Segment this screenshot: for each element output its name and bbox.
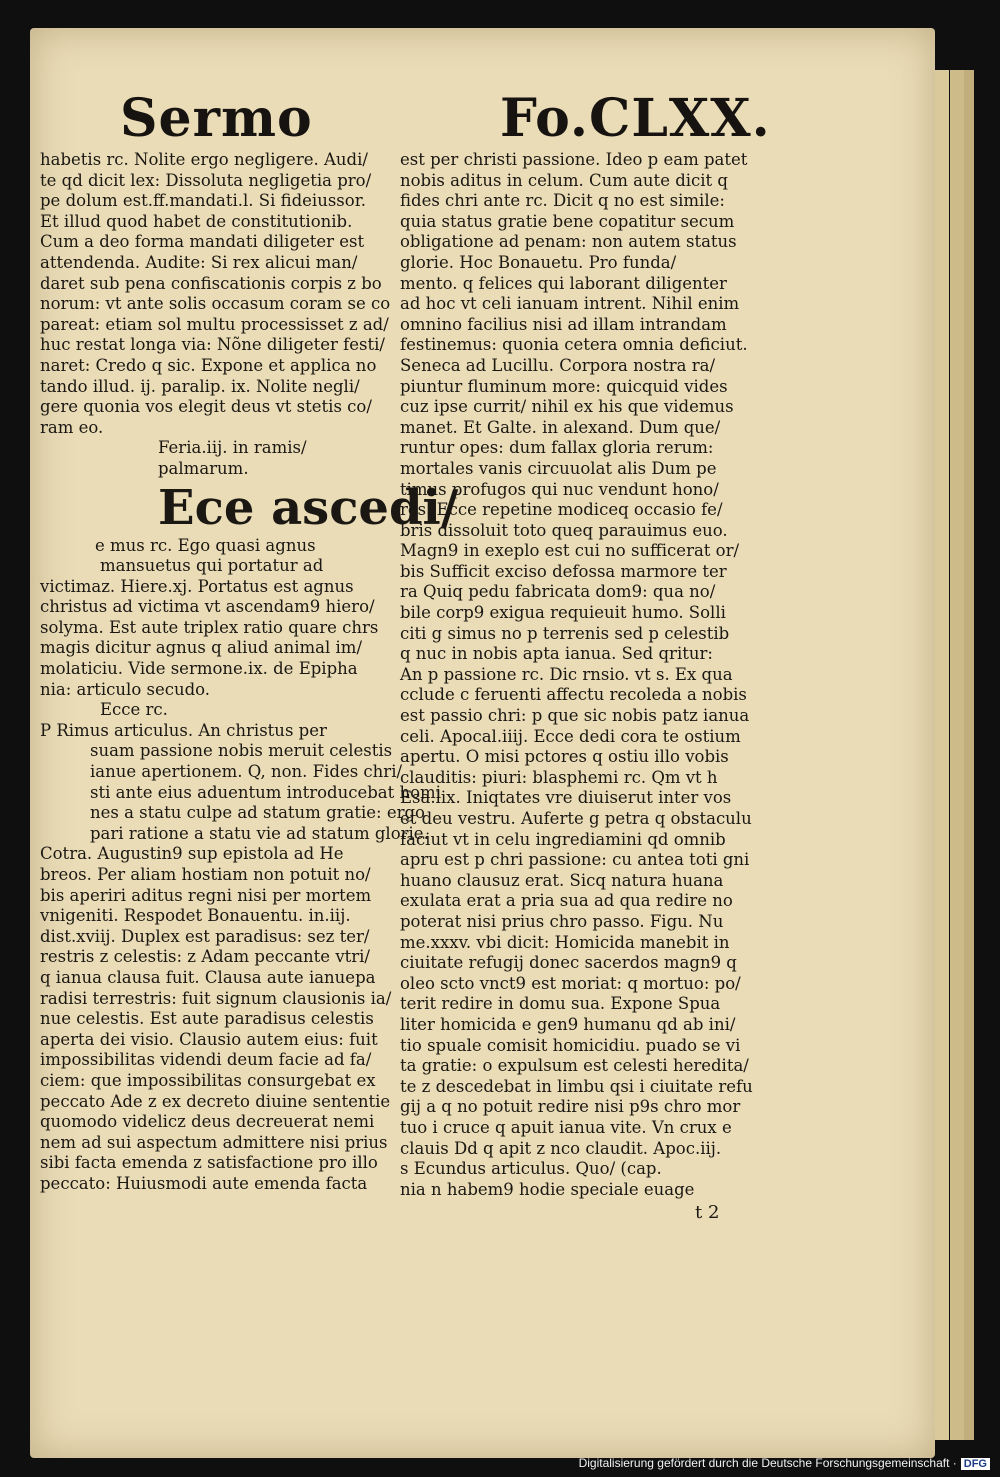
text-line: cclude c feruenti affectu recoleda a nobis xyxy=(400,685,747,705)
credit-text: Digitalisierung gefördert durch die Deutsche Forschungsgemeinschaft · xyxy=(578,1456,957,1470)
text-line: q nuc in nobis apta ianua. Sed qritur: xyxy=(400,644,713,664)
text-line: tio spuale comisit homicidiu. puado se vi xyxy=(400,1035,741,1055)
text-line: dist.xviij. Duplex est paradisus: sez ter/ xyxy=(40,926,370,946)
text-line: apru est p chri passione: cu antea toti gni xyxy=(400,850,750,870)
right-text-column xyxy=(400,150,770,1200)
text-line: restris z celestis: z Adam peccante vtri/ xyxy=(40,947,370,967)
text-line: huc restat longa via: Nõne diligeter festi/ xyxy=(40,335,385,355)
text-line: Cotra. Augustin9 sup epistola ad He xyxy=(40,844,344,864)
text-line: faciut vt in celu ingrediamini qd omnib xyxy=(400,829,726,849)
text-line: citi g simus no p terrenis sed p celestib xyxy=(400,623,730,643)
text-line: mento. q felices qui laborant diligenter xyxy=(400,273,727,293)
text-line: impossibilitas videndi deum facie ad fa/ xyxy=(40,1050,372,1070)
text-line: nem ad sui aspectum admittere nisi prius xyxy=(40,1132,388,1152)
text-line: terit redire in domu sua. Expone Spua xyxy=(400,994,721,1014)
text-line: solyma. Est aute triplex ratio quare chrs xyxy=(40,617,379,637)
text-line: daret sub pena confiscationis corpis z bo xyxy=(40,273,382,293)
page-edge xyxy=(964,70,974,1440)
text-line: quia status gratie bene copatitur secum xyxy=(400,211,735,231)
text-line: nue celestis. Est aute paradisus celestis xyxy=(40,1009,374,1029)
page-edge xyxy=(935,70,949,1440)
text-line: tuo i cruce q apuit ianua vite. Vn crux e xyxy=(400,1117,732,1137)
left-text-column xyxy=(40,150,459,1195)
text-line: tando illud. ij. paralip. ix. Nolite negli/ xyxy=(40,376,360,396)
text-line: molaticiu. Vide sermone.ix. de Epipha xyxy=(40,659,358,679)
text-line: Seneca ad Lucillu. Corpora nostra ra/ xyxy=(400,355,716,375)
text-line: q ianua clausa fuit. Clausa aute ianuepa xyxy=(40,967,376,987)
text-line: te z descedebat in limbu qsi i ciuitate refu xyxy=(400,1076,753,1096)
text-line: e mus rc. Ego quasi agnus xyxy=(95,535,316,555)
text-line: gij a q no potuit redire nisi p9s chro mor xyxy=(400,1097,741,1117)
text-line: mansuetus qui portatur ad xyxy=(100,556,324,576)
folio-number: Fo.CLXX. xyxy=(500,88,771,149)
text-line: clauditis: piuri: blasphemi rc. Qm vt h xyxy=(400,767,718,787)
text-line: bis aperiri aditus regni nisi per mortem xyxy=(40,885,372,905)
text-line: breos. Per aliam hostiam non potuit no/ xyxy=(40,865,371,884)
text-line: cuz ipse currit/ nihil ex his que videmus xyxy=(400,397,734,417)
text-line: Magn9 in exeplo est cui no sufficerat or/ xyxy=(400,541,740,561)
page-edge xyxy=(950,70,964,1440)
text-line: attendenda. Audite: Si rex alicui man/ xyxy=(40,252,358,272)
text-line: naret: Credo q sic. Expone et applica no xyxy=(40,355,377,375)
text-line: pari ratione a statu vie ad statum glorie. xyxy=(90,823,429,843)
text-line: mortales vanis circuuolat alis Dum pe xyxy=(400,458,717,478)
text-line: bile corp9 exigua requieuit humo. Solli xyxy=(400,603,726,623)
text-line: P Rimus articulus. An christus per xyxy=(40,720,327,740)
text-line: ra Quiq pedu fabricata dom9: qua no/ xyxy=(400,582,716,602)
text-line: gere quonia vos elegit deus vt stetis co/ xyxy=(40,397,372,417)
text-line: sibi facta emenda z satisfactione pro illo xyxy=(40,1153,378,1173)
text-line: habetis rc. Nolite ergo negligere. Audi/ xyxy=(40,150,368,169)
text-line: ram eo. xyxy=(40,417,104,437)
text-line: Ece ascedi/ xyxy=(158,479,459,536)
text-line: norum: vt ante solis occasum coram se co xyxy=(40,294,391,314)
text-line: huano clausuz erat. Sicq natura huana xyxy=(400,870,724,890)
text-line: omnino facilius nisi ad illam intrandam xyxy=(400,314,727,334)
text-line: An p passione rc. Dic rnsio. vt s. Ex qua xyxy=(400,664,733,684)
text-line: manet. Et Galte. in alexand. Dum que/ xyxy=(400,417,721,437)
text-line: palmarum. xyxy=(158,458,249,478)
running-head-left: Sermo xyxy=(120,88,313,149)
text-line: victimaz. Hiere.xj. Portatus est agnus xyxy=(40,576,354,596)
text-line: ianue apertionem. Q, non. Fides chri/ xyxy=(90,762,403,782)
text-line: Cum a deo forma mandati diligeter est xyxy=(40,232,365,252)
text-line: christus ad victima vt ascendam9 hiero/ xyxy=(40,597,375,617)
text-line: est per christi passione. Ideo p eam patet xyxy=(400,150,748,169)
text-line: suam passione nobis meruit celestis xyxy=(90,741,393,761)
text-line: ciuitate refugij donec sacerdos magn9 q xyxy=(400,953,737,973)
text-line: nes a statu culpe ad statum gratie: ergo xyxy=(90,803,425,823)
text-line: te qd dicit lex: Dissoluta negligetia pro/ xyxy=(40,170,372,190)
dfg-logo: DFG xyxy=(961,1458,990,1470)
text-line: clauis Dd q apit z nco claudit. Apoc.iij. xyxy=(400,1138,722,1158)
text-line: Et illud quod habet de constitutionib. xyxy=(40,211,353,231)
digitization-credit xyxy=(0,1456,990,1470)
text-line: liter homicida e gen9 humanu qd ab ini/ xyxy=(400,1014,736,1034)
text-line: nobis aditus in celum. Cum aute dicit q xyxy=(400,170,728,190)
text-line: runtur opes: dum fallax gloria rerum: xyxy=(400,438,714,458)
text-line: Feria.iij. in ramis/ xyxy=(158,438,307,458)
text-line: glorie. Hoc Bonauetu. Pro funda/ xyxy=(400,252,677,272)
text-line: radisi terrestris: fuit signum clausionis ia/ xyxy=(40,988,392,1008)
text-line: peccato: Huiusmodi aute emenda facta xyxy=(40,1173,368,1193)
text-line: est passio chri: p que sic nobis patz ianua xyxy=(400,706,750,726)
text-line: pe dolum est.ff.mandati.l. Si fideiussor. xyxy=(40,191,367,211)
text-line: ad hoc vt celi ianuam intrent. Nihil enim xyxy=(400,294,740,314)
text-line: celi. Apocal.iiij. Ecce dedi cora te ostium xyxy=(400,726,741,746)
text-line: festinemus: quonia cetera omnia deficiut. xyxy=(400,335,748,355)
text-line: Esa.lix. Iniqtates vre diuiserut inter vos xyxy=(400,788,732,808)
text-line: aperta dei visio. Clausio autem eius: fuit xyxy=(40,1029,378,1049)
text-line: sti ante eius aduentum introducebat homi xyxy=(90,782,441,802)
signature-mark: t 2 xyxy=(695,1202,720,1223)
text-line: oleo scto vnct9 est moriat: q mortuo: po/ xyxy=(400,973,741,993)
text-line: pareat: etiam sol multu processisset z ad/ xyxy=(40,314,389,334)
text-line: me.xxxv. vbi dicit: Homicida manebit in xyxy=(400,932,730,952)
text-line: timus profugos qui nuc vendunt hono/ xyxy=(400,479,719,499)
text-line: piuntur fluminum more: quicquid vides xyxy=(400,376,728,396)
text-line: ta gratie: o expulsum est celesti heredita/ xyxy=(400,1056,749,1076)
text-line: vnigeniti. Respodet Bonauentu. in.iij. xyxy=(40,906,351,926)
text-line: peccato Ade z ex decreto diuine sententie xyxy=(40,1091,391,1111)
text-line: nia: articulo secudo. xyxy=(40,679,211,699)
text-line: nia n habem9 hodie speciale euage xyxy=(400,1179,695,1199)
text-line: et deu vestru. Auferte g petra q obstaculu xyxy=(400,809,752,828)
text-line: fides chri ante rc. Dicit q no est simile: xyxy=(400,191,725,211)
text-line: s Ecundus articulus. Quo/ (cap. xyxy=(400,1159,662,1179)
text-line: ciem: que impossibilitas consurgebat ex xyxy=(40,1070,376,1090)
text-line: Ecce rc. xyxy=(100,700,168,720)
text-line: obligatione ad penam: non autem status xyxy=(400,232,737,252)
text-line: bris dissoluit toto queq parauimus euo. xyxy=(400,520,728,540)
text-line: poterat nisi prius chro passo. Figu. Nu xyxy=(400,911,724,931)
text-line: quomodo videlicz deus decreuerat nemi xyxy=(40,1112,375,1132)
text-line: apertu. O misi pctores q ostiu illo vobis xyxy=(400,747,729,767)
text-line: bis Sufficit exciso defossa marmore ter xyxy=(400,561,727,581)
text-line: exulata erat a pria sua ad qua redire no xyxy=(400,891,733,911)
text-line: magis dicitur agnus q aliud animal im/ xyxy=(40,638,363,658)
text-line: res. Ecce repetine modiceq occasio fe/ xyxy=(400,500,723,520)
